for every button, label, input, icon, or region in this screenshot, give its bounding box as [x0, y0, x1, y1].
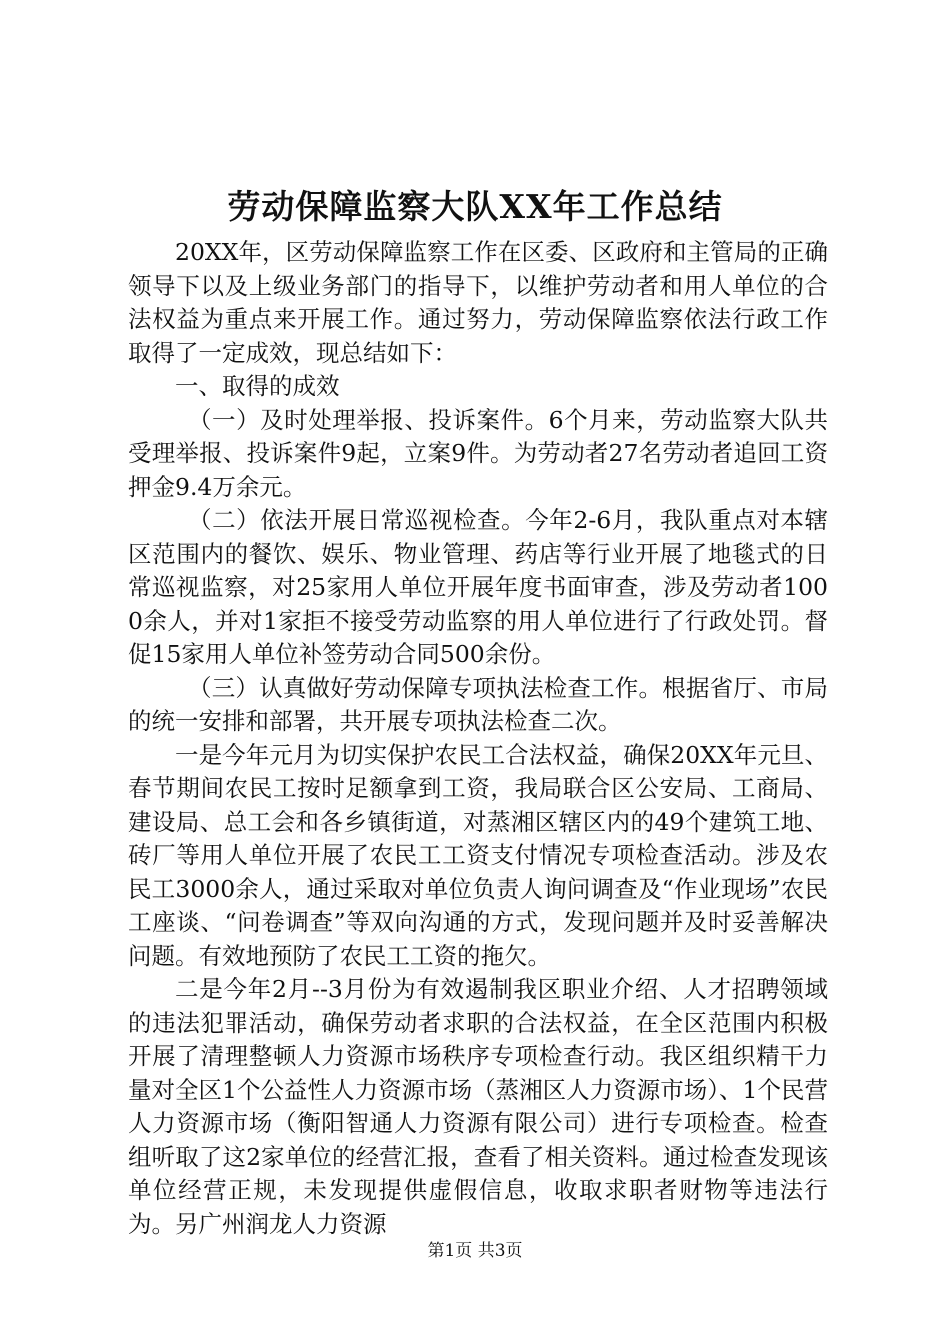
paragraph-intro: 20XX年，区劳动保障监察工作在区委、区政府和主管局的正确领导下以及上级业务部门的指导下，以维护劳动者和用人单位的合法权益为重点来开展工作。通过努力，劳动保障监察依法行政工作取得了一定成效，现总结如下：	[128, 238, 828, 367]
paragraph-second-action: 二是今年2月--3月份为有效遏制我区职业介绍、人才招聘领域的违法犯罪活动，确保劳动者求职的合法权益，在全区范围内积极开展了清理整顿人力资源市场秩序专项检查行动。我区组织精干力量对全区1个公益性人力资源市场（蒸湘区人力资源市场）、1个民营人力资源市场（衡阳智通人力资源有限公司）进行专项检查。检查组听取了这2家单位的经营汇报，查看了相关资料。通过检查发现该单位经营正规，未发现提供虚假信息，收取求职者财物等违法行为。另广州润龙人力资源	[128, 975, 828, 1238]
paragraph-special-enforcement: （三）认真做好劳动保障专项执法检查工作。根据省厅、市局的统一安排和部署，共开展专项执法检查二次。	[128, 673, 828, 735]
page-footer: 第1页 共3页	[427, 1241, 523, 1261]
paragraph-first-action: 一是今年元月为切实保护农民工合法权益，确保20XX年元旦、春节期间农民工按时足额拿到工资，我局联合区公安局、工商局、建设局、总工会和各乡镇街道，对蒸湘区辖区内的49个建筑工地、砖厂等用人单位开展了农民工工资支付情况专项检查活动。涉及农民工3000余人，通过采取对单位负责人询问调查及“作业现场”农民工座谈、“问卷调查”等双向沟通的方式，发现问题并及时妥善解决问题。有效地预防了农民工工资的拖欠。	[128, 740, 828, 970]
section-heading-achievements: 一、取得的成效	[175, 372, 340, 400]
document-title: 劳动保障监察大队XX年工作总结	[227, 187, 723, 226]
document-body	[128, 236, 828, 1241]
paragraph-inspections: （二）依法开展日常巡视检查。今年2-6月，我队重点对本辖区范围内的餐饮、娱乐、物业管理、药店等行业开展了地毯式的日常巡视监察，对25家用人单位开展年度书面审查，涉及劳动者1000余人，并对1家拒不接受劳动监察的用人单位进行了行政处罚。督促15家用人单位补签劳动合同500余份。	[128, 506, 828, 668]
paragraph-complaints: （一）及时处理举报、投诉案件。6个月来，劳动监察大队共受理举报、投诉案件9起，立案9件。为劳动者27名劳动者追回工资押金9.4万余元。	[128, 405, 828, 501]
